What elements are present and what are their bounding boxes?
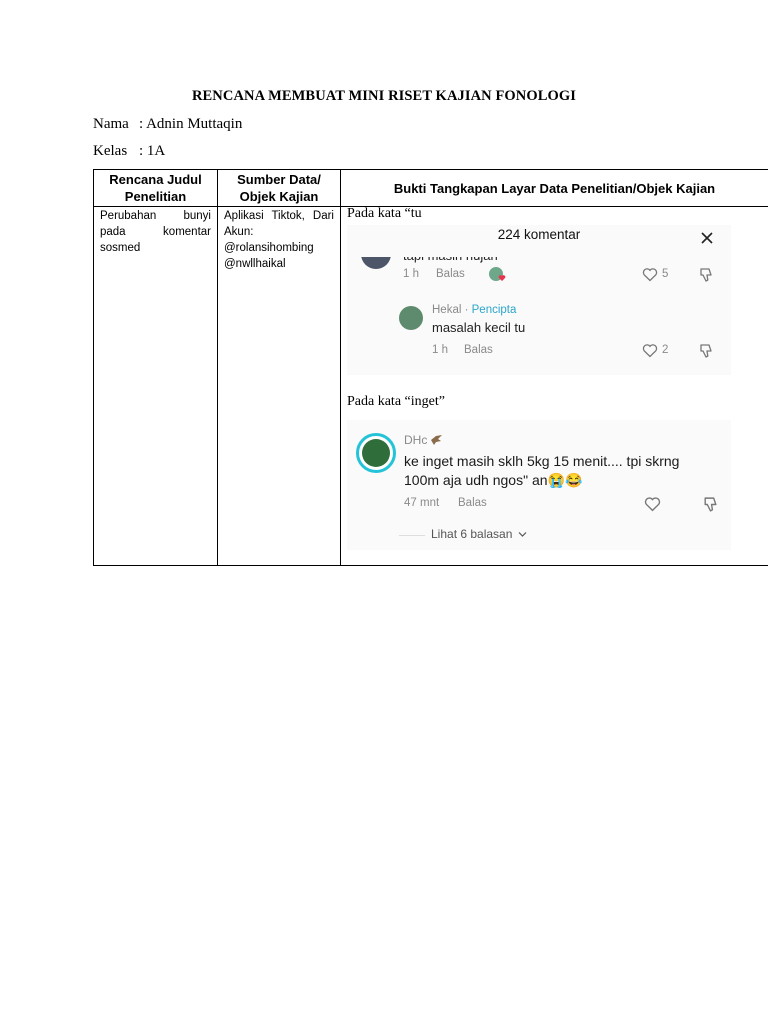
view-replies-button[interactable] bbox=[431, 527, 527, 541]
header-bukti-tangkapan: Bukti Tangkapan Layar Data Penelitian/Objek Kajian bbox=[341, 170, 768, 207]
nama-label: Nama bbox=[93, 116, 129, 132]
comment-line-1: ke inget masih sklh 5kg 15 menit.... tpi skrng bbox=[404, 453, 680, 469]
reply-button[interactable]: Balas bbox=[458, 497, 487, 509]
heart-icon[interactable] bbox=[644, 496, 661, 512]
header-sumber-data: Sumber Data/ Objek Kajian bbox=[218, 170, 341, 207]
like-count: 5 bbox=[662, 268, 669, 280]
proof-caption-2: Pada kata “inget” bbox=[347, 394, 445, 409]
nama-line bbox=[93, 116, 242, 133]
avatar bbox=[399, 306, 423, 330]
dislike-icon[interactable] bbox=[702, 496, 719, 513]
close-icon[interactable] bbox=[700, 231, 714, 245]
avatar bbox=[362, 439, 390, 467]
comment-time: 47 mnt bbox=[404, 497, 440, 509]
cell-judul: Perubahan bunyi pada komentar sosmed bbox=[94, 207, 218, 566]
document-title: RENCANA MEMBUAT MINI RISET KAJIAN FONOLOGI bbox=[191, 88, 577, 104]
sumber-account-1: @rolansihombing bbox=[224, 242, 314, 254]
view-replies-label: Lihat 6 balasan bbox=[431, 527, 513, 541]
screenshot-comments-2 bbox=[347, 420, 731, 550]
kelas-value: : 1A bbox=[139, 143, 166, 159]
kelas-line bbox=[93, 143, 165, 160]
table-header-row bbox=[94, 170, 768, 207]
heart-icon[interactable] bbox=[642, 267, 658, 282]
comment-line-2: 100m aja udh ngos" an😭😂 bbox=[404, 472, 583, 488]
reply-author bbox=[432, 304, 516, 316]
comment-time: 1 h bbox=[403, 268, 419, 280]
creator-badge: Pencipta bbox=[471, 304, 517, 316]
reply-text: masalah kecil tu bbox=[432, 320, 526, 335]
dislike-icon[interactable] bbox=[698, 343, 714, 359]
nama-value: : Adnin Muttaqin bbox=[139, 116, 243, 132]
reply-divider bbox=[399, 535, 425, 536]
sumber-line: Aplikasi Tiktok, Dari Akun: bbox=[224, 210, 334, 238]
reply-button[interactable]: Balas bbox=[464, 344, 493, 356]
reply-separator: · bbox=[461, 304, 472, 316]
kelas-label: Kelas bbox=[93, 143, 128, 159]
avatar-ring bbox=[356, 433, 396, 473]
comments-header: 224 komentar bbox=[497, 227, 581, 242]
dislike-icon[interactable] bbox=[698, 267, 714, 283]
comment-username: DHc bbox=[404, 433, 428, 447]
proof-caption-1: Pada kata “tu bbox=[347, 206, 422, 221]
cell-sumber bbox=[218, 207, 341, 566]
heart-badge-icon bbox=[498, 274, 506, 282]
eagle-emoji-icon bbox=[430, 434, 443, 446]
header-rencana-judul: Rencana Judul Penelitian bbox=[94, 170, 218, 207]
comment-text bbox=[404, 452, 679, 490]
chevron-down-icon bbox=[518, 531, 527, 538]
reply-time: 1 h bbox=[432, 344, 448, 356]
like-count: 2 bbox=[662, 344, 669, 356]
screenshot-comments-1 bbox=[347, 225, 731, 375]
reply-username: Hekal bbox=[432, 304, 462, 316]
heart-icon[interactable] bbox=[642, 343, 658, 358]
reply-button[interactable]: Balas bbox=[436, 268, 465, 280]
sumber-account-2: @nwllhaikal bbox=[224, 258, 286, 270]
